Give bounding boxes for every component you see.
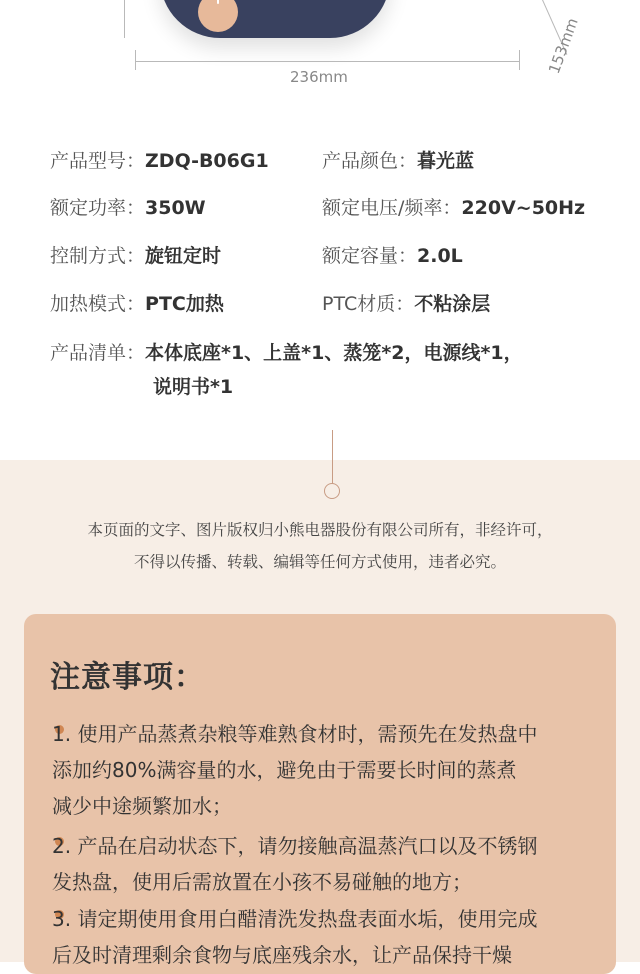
notice-line: 添加约80%满容量的水，避免由于需要长时间的蒸煮 <box>52 758 517 782</box>
dimension-tick-right <box>519 50 520 70</box>
copyright-line-2: 不得以传播、转载、编辑等任何方式使用，违者必究。 <box>133 553 506 571</box>
width-dimension-label: 236mm <box>290 68 348 86</box>
notice-item-3 <box>52 901 602 973</box>
divider-circle-icon <box>324 483 340 499</box>
spec-label: 额定电压/频率： <box>322 197 462 219</box>
spec-label: PTC材质： <box>322 293 415 315</box>
notice-line: 减少中途频繁加水； <box>52 794 232 818</box>
depth-dimension-label: 153mm <box>545 15 582 77</box>
spec-value: 2.0L <box>417 245 463 267</box>
product-spec-section <box>0 0 640 460</box>
divider-line <box>332 430 333 484</box>
spec-value: 220V~50Hz <box>461 197 586 219</box>
notice-item-2 <box>52 828 602 900</box>
spec-control <box>50 243 221 269</box>
notice-line: 后及时清理剩余食物与底座残余水，让产品保持干燥 <box>52 943 512 967</box>
spec-voltage <box>322 195 585 221</box>
notice-title: 注意事项： <box>50 660 205 695</box>
spec-value: PTC加热 <box>145 293 224 315</box>
spec-capacity <box>322 243 463 269</box>
spec-value: 350W <box>145 197 206 219</box>
spec-label: 额定容量： <box>322 245 418 267</box>
spec-label: 控制方式： <box>50 245 146 267</box>
spec-label: 产品颜色： <box>322 150 418 172</box>
spec-ptc-material <box>322 291 490 317</box>
spec-package <box>50 340 523 366</box>
spec-value: ZDQ-B06G1 <box>145 150 269 172</box>
copyright-line-1: 本页面的文字、图片版权归小熊电器股份有限公司所有，非经许可， <box>87 521 553 539</box>
spec-label: 产品清单： <box>50 342 146 364</box>
notice-line: 1. 使用产品蒸煮杂粮等难熟食材时，需预先在发热盘中 <box>52 722 538 746</box>
spec-power <box>50 195 206 221</box>
spec-value: 说明书*1 <box>153 376 234 398</box>
product-image-egg-steamer-base <box>160 0 390 38</box>
notice-item-1 <box>52 716 602 824</box>
dimension-tick-left-upper <box>124 0 125 38</box>
knob-indicator <box>217 0 219 4</box>
spec-label: 加热模式： <box>50 293 146 315</box>
spec-package-continued <box>153 374 233 400</box>
spec-value: 暮光蓝 <box>417 150 475 172</box>
spec-value: 不粘涂层 <box>414 293 491 315</box>
dimension-tick-left <box>135 50 136 70</box>
spec-label: 额定功率： <box>50 197 146 219</box>
notice-line: 2. 产品在启动状态下，请勿接触高温蒸汽口以及不锈钢 <box>52 834 538 858</box>
notice-line: 发热盘，使用后需放置在小孩不易碰触的地方； <box>52 870 472 894</box>
spec-color <box>322 148 474 174</box>
spec-value: 旋钮定时 <box>145 245 222 267</box>
width-dimension-line <box>135 61 520 62</box>
spec-model <box>50 148 269 174</box>
spec-value: 本体底座*1、上盖*1、蒸笼*2，电源线*1， <box>145 342 523 364</box>
notice-line: 3. 请定期使用食用白醋清洗发热盘表面水垢，使用完成 <box>52 907 538 931</box>
spec-heating <box>50 291 224 317</box>
spec-label: 产品型号： <box>50 150 146 172</box>
